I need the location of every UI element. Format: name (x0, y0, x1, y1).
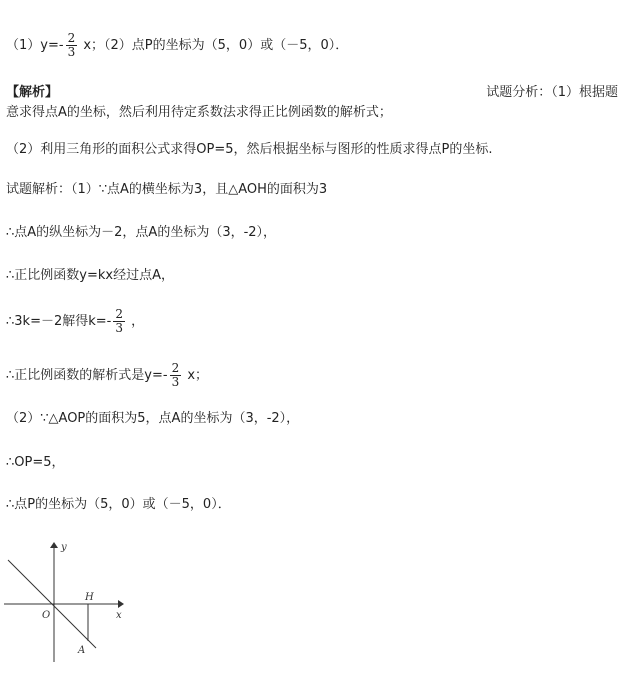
label-a: A (78, 645, 86, 656)
fraction-denominator: 3 (67, 45, 76, 59)
label-y: y (61, 542, 67, 553)
solution-line5-suffix: x； (187, 368, 209, 383)
y-axis-arrow (50, 542, 58, 548)
fraction-numerator: 2 (115, 307, 123, 321)
solution-line5-prefix: ∴正比例函数的解析式是y=- (6, 368, 168, 383)
answer-part1-prefix: （1）y=- (6, 38, 64, 53)
solution-line5-fraction (170, 362, 182, 389)
answer-line (6, 32, 348, 59)
coordinate-figure (0, 540, 140, 665)
fraction-numerator: 2 (67, 31, 76, 45)
solution-line3: ∴正比例函数y=kx经过点A， (6, 268, 174, 283)
solution-line4-prefix: ∴3k=－2解得k=- (6, 314, 112, 329)
fraction-denominator: 3 (115, 321, 123, 335)
analysis-line1: 意求得点A的坐标，然后利用待定系数法求得正比例函数的解析式； (6, 105, 392, 120)
analysis-line2: （2）利用三角形的面积公式求得OP=5，然后根据坐标与图形的性质求得点P的坐标. (6, 142, 493, 157)
solution-line2: ∴点A的纵坐标为－2，点A的坐标为（3，-2）， (6, 225, 277, 240)
solution-line4 (6, 308, 144, 335)
solution-line1: 试题解析：（1）∵点A的横坐标为3，且△AOH的面积为3 (6, 182, 328, 197)
solution-line8: ∴点P的坐标为（5，0）或（－5，0）． (6, 497, 231, 512)
fraction-denominator: 3 (171, 375, 180, 389)
label-h: H (85, 592, 94, 603)
answer-fraction (66, 32, 78, 59)
answer-part1-suffix: x；（2）点P的坐标为（5，0）或（－5，0）． (83, 38, 349, 53)
label-x: x (116, 610, 122, 621)
solution-line6: （2）∵△AOP的面积为5，点A的坐标为（3，-2）， (6, 411, 300, 426)
fraction-numerator: 2 (171, 361, 180, 375)
solution-line7: ∴OP=5， (6, 455, 65, 470)
solution-line4-fraction (113, 308, 125, 335)
x-axis-arrow (118, 600, 124, 608)
analysis-header: 【解析】 (6, 85, 59, 100)
solution-line5 (6, 362, 208, 389)
analysis-label: 试题分析：（1）根据题 (486, 85, 618, 100)
label-o: O (42, 610, 51, 621)
solution-line4-suffix: ， (131, 314, 145, 329)
